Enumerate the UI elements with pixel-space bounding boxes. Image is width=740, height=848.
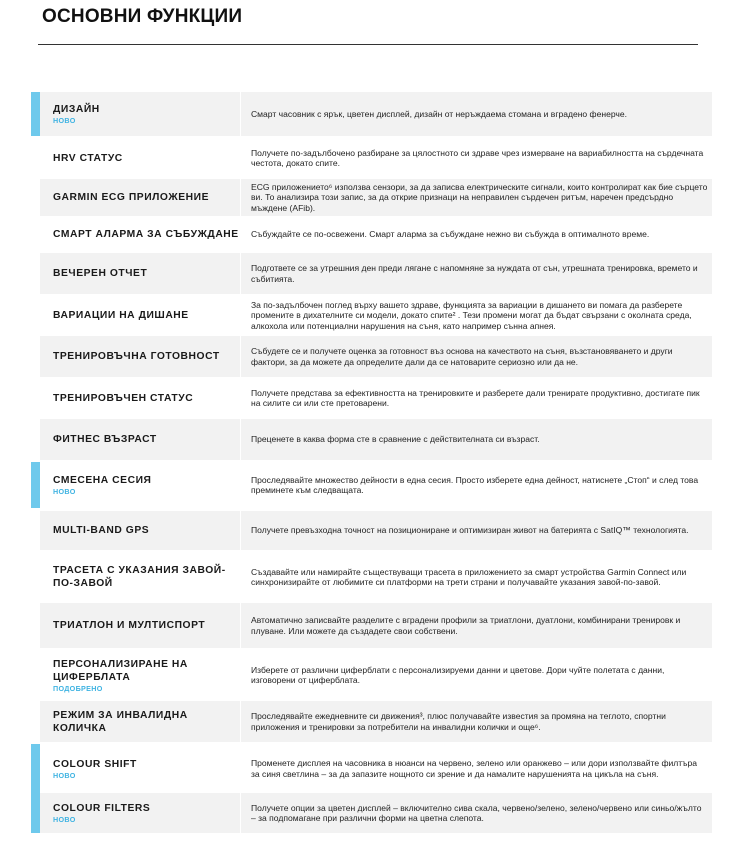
feature-label-cell xyxy=(40,295,240,336)
feature-label-cell xyxy=(40,253,240,294)
feature-row xyxy=(40,378,712,418)
feature-name: ТРАСЕТА С УКАЗАНИЯ ЗАВОЙ-ПО-ЗАВОЙ xyxy=(53,565,226,589)
feature-label-cell xyxy=(40,793,240,833)
feature-label-cell xyxy=(40,462,240,508)
feature-description: Получете опции за цветен дисплей – включително сива скала, червено/зелено, зелено/червено или синьо/жълто – за подпомагане при различни форми на цветна слепота. xyxy=(251,802,702,823)
feature-name: GARMIN ECG ПРИЛОЖЕНИЕ xyxy=(53,192,209,203)
feature-row xyxy=(40,553,712,601)
feature-description: Проследявайте ежедневните си движения³, плюс получавайте известия за промяна на теглото, спортни приложения и тренировки за потребители на инвалидни колички и още⁶. xyxy=(251,711,666,732)
feature-row xyxy=(40,253,712,294)
feature-label-cell xyxy=(40,378,240,418)
feature-badge: ПОДОБРЕНО xyxy=(53,683,103,693)
feature-label-cell xyxy=(40,701,240,742)
feature-row xyxy=(40,511,712,550)
feature-row xyxy=(40,793,712,833)
feature-name: ВАРИАЦИИ НА ДИШАНЕ xyxy=(53,310,189,321)
feature-row xyxy=(40,92,712,136)
feature-description: Изберете от различни циферблати с персонализируеми данни и цветове. Дори чуйте полетата с данни, изговорени от циферблата. xyxy=(251,664,665,685)
highlight-bar xyxy=(31,92,40,136)
feature-label-cell xyxy=(40,139,240,177)
feature-name: ФИТНЕС ВЪЗРАСТ xyxy=(53,434,157,445)
feature-name: ПЕРСОНАЛИЗИРАНЕ НА ЦИФЕРБЛАТА xyxy=(53,658,188,683)
feature-name: MULTI-BAND GPS xyxy=(53,525,150,536)
feature-row xyxy=(40,216,712,252)
highlight-bar xyxy=(31,793,40,833)
feature-name: COLOUR SHIFT xyxy=(53,758,137,770)
feature-label-cell xyxy=(40,419,240,460)
feature-row xyxy=(40,179,712,216)
feature-row xyxy=(40,603,712,648)
feature-name: ТРЕНИРОВЪЧЕН СТАТУС xyxy=(53,392,194,404)
feature-badge: НОВО xyxy=(53,116,76,125)
feature-name: ДИЗАЙН xyxy=(53,104,100,115)
feature-row xyxy=(40,701,712,742)
feature-badge: НОВО xyxy=(53,770,76,780)
feature-label-cell xyxy=(40,511,240,550)
feature-description: Променете дисплея на часовника в нюанси на червено, зелено или оранжево – или дори използвайте филтъра за синя светлина – за да запазите нощното си зрение и да намалите нарушенията на цикъла на съня. xyxy=(251,758,698,779)
highlight-bar xyxy=(31,462,40,508)
feature-name: РЕЖИМ ЗА ИНВАЛИДНА КОЛИЧКА xyxy=(53,709,188,734)
feature-description: За по-задълбочен поглед върху вашето здраве, функцията за вариации в дишането ви помага да разберете промените в дихателните си модели, докато спите² . Тези промени могат да бъдат свързани с околната среда, алкохола или потенциални нарушения на съня, като например сънна апнея. xyxy=(251,299,692,331)
feature-row xyxy=(40,139,712,177)
feature-label-cell xyxy=(40,553,240,601)
feature-description: Събуждайте се по-освежени. Смарт аларма за събуждане нежно ви събужда в оптималното време. xyxy=(251,228,650,239)
feature-label-cell xyxy=(40,603,240,648)
feature-description: Събудете се и получете оценка за готовност въз основа на качеството на съня, възстановяването и други фактори, за да можете да определите дали да се натоварите сериозно или да не. xyxy=(251,346,673,367)
feature-name: ТРИАТЛОН И МУЛТИСПОРТ xyxy=(53,620,206,631)
feature-name: COLOUR FILTERS xyxy=(53,803,151,814)
feature-description: Проследявайте множество дейности в една сесия. Просто изберете една дейност, натиснете „Стоп“ и след това преминете към следващата. xyxy=(251,474,699,495)
feature-description: Получете по-задълбочено разбиране за цялостното си здраве чрез измерване на вариабилността на сърдечната честота, докато спите. xyxy=(251,147,704,168)
feature-name: HRV СТАТУС xyxy=(53,152,123,164)
feature-label-cell xyxy=(40,179,240,216)
page-title: ОСНОВНИ ФУНКЦИИ xyxy=(42,6,243,27)
feature-description: Получете превъзходна точност на позициониране и оптимизиран живот на батерията с SatIQ™ технологията. xyxy=(251,525,689,536)
feature-description: ECG приложението⁶ използва сензори, за да записва електрическите сигнали, които контролират как бие сърцето ви. То анализира този запис, за да открие признаци на неправилен сърдечен ритъм, наречен предсърдно мъждене (AFib). xyxy=(251,181,708,213)
feature-label-cell xyxy=(40,651,240,699)
feature-row xyxy=(40,419,712,460)
feature-name: СМАРТ АЛАРМА ЗА СЪБУЖДАНЕ xyxy=(53,228,239,240)
feature-label-cell xyxy=(40,744,240,793)
feature-name: ТРЕНИРОВЪЧНА ГОТОВНОСТ xyxy=(53,351,220,362)
feature-description: Автоматично записвайте разделите с вградени профили за триатлони, дуатлони, комбинирани тренировк и плуване. Или можете да създадете свои собствени. xyxy=(251,615,681,636)
feature-description: Смарт часовник с ярък, цветен дисплей, дизайн от неръждаема стомана и вградено фенерче. xyxy=(251,108,627,119)
feature-row xyxy=(40,295,712,336)
feature-label-cell xyxy=(40,336,240,377)
feature-badge: НОВО xyxy=(53,487,76,496)
feature-row xyxy=(40,744,712,793)
feature-description: Подгответе се за утрешния ден преди лягане с напомняне за нуждата от сън, утрешната тренировка, времето и събитията. xyxy=(251,263,698,284)
feature-description: Преценете в каква форма сте в сравнение с действителната си възраст. xyxy=(251,434,540,445)
feature-name: СМЕСЕНА СЕСИЯ xyxy=(53,475,152,486)
feature-row xyxy=(40,462,712,508)
feature-label-cell xyxy=(40,216,240,252)
highlight-bar xyxy=(31,744,40,793)
feature-description: Създавайте или намирайте съществуващи трасета в приложението за смарт устройства Garmin Connect или синхронизирайте от любимите си платформи на трети страни и получавайте указания завой-по-завой. xyxy=(251,566,687,587)
feature-label-cell xyxy=(40,92,240,136)
feature-name: ВЕЧЕРЕН ОТЧЕТ xyxy=(53,268,148,279)
feature-description: Получете представа за ефективността на тренировките и разберете дали тренирате продуктивно, достигате пик на силите си или сте претоварени. xyxy=(251,387,700,408)
feature-badge: НОВО xyxy=(53,815,76,824)
feature-row xyxy=(40,651,712,699)
feature-row xyxy=(40,336,712,377)
